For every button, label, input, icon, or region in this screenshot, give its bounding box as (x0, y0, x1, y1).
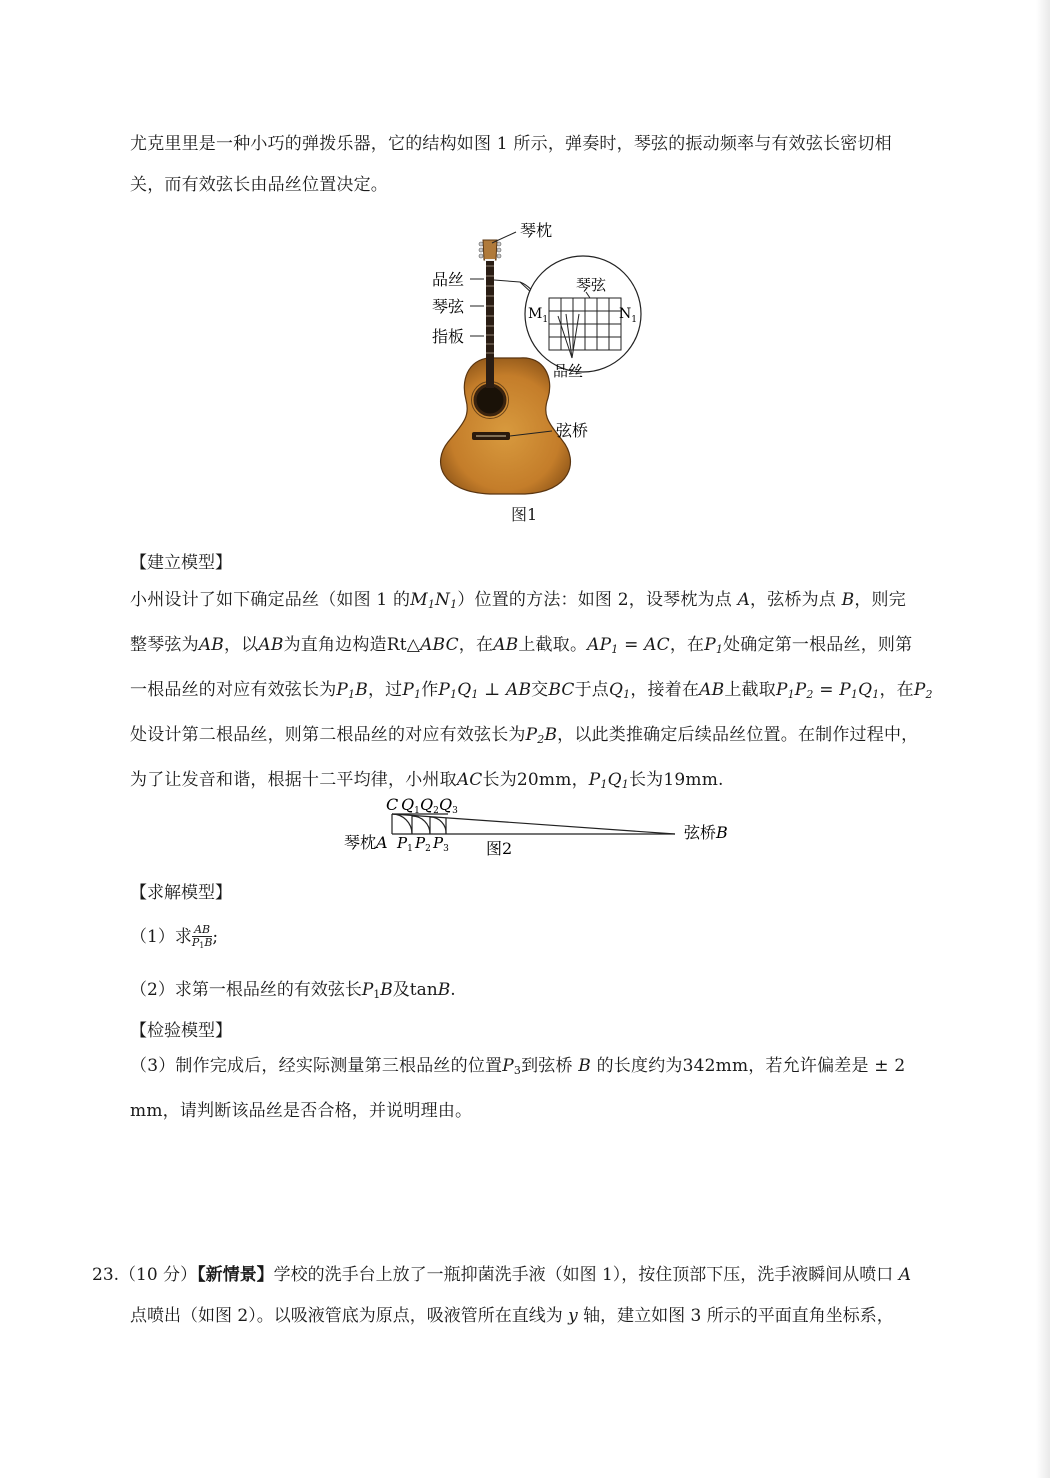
q3-line-1: （3）制作完成后，经实际测量第三根品丝的位置P3到弦桥 B 的长度约为342mm，若允许偏差是 ± 2 (130, 1056, 906, 1077)
fig2-label-q3: Q3 (439, 795, 458, 816)
headstock (483, 240, 497, 260)
label-inset-string: 琴弦 (576, 276, 607, 294)
q23-line-2: 点喷出（如图 2）。以吸液管底为原点，吸液管所在直线为 y 轴，建立如图 3 所示的平面直角坐标系， (130, 1306, 894, 1326)
intro-line-2: 关，而有效弦长由品丝位置决定。 (130, 175, 388, 195)
fig2-label-bridge: 弦桥B (684, 823, 728, 842)
label-bridge: 弦桥 (556, 421, 589, 440)
label-inset-n: $N_1$ (619, 306, 637, 325)
question-23 (92, 1255, 952, 1337)
fig2-label-q2: Q2 (420, 795, 439, 816)
sound-hole (475, 385, 505, 415)
q23-line-1: 23.（10 分）【新情景】学校的洗手台上放了一瓶抑菌洗手液（如图 1），按住顶部下压，洗手液瞬间从喷口 A (92, 1265, 911, 1285)
model-line-5: 为了让发音和谐，根据十二平均律，小州取AC长为20mm，$P_1Q_1$长为19mm. (130, 770, 724, 791)
figure-1-caption: 图1 (511, 505, 538, 524)
fig2-label-p2: $P_2$ (415, 834, 431, 854)
label-fingerboard: 指板 (432, 327, 465, 346)
fingerboard (486, 258, 494, 388)
heading-build-model: 【建立模型】 (130, 553, 232, 573)
model-line-3: 一根品丝的对应有效弦长为$P_1B$，过$P_1$作$P_1Q_1$ ⊥ AB交BC于点$Q_1$，接着在AB上截取$P_1P_2 = P_1Q_1$，在$P_2$ (130, 680, 933, 701)
model-paragraph (130, 580, 950, 805)
intro-line-1: 尤克里里是一种小巧的弹拨乐器，它的结构如图 1 所示，弹奏时，琴弦的振动频率与有效弦长密切相 (130, 134, 892, 154)
fig2-label-q1: Q1 (401, 795, 420, 816)
heading-check-model: 【检验模型】 (130, 1021, 232, 1041)
model-line-1: 小州设计了如下确定品丝（如图 1 的$M_1N_1$）位置的方法：如图 2，设琴枕为点 A，弦桥为点 B，则完 (130, 590, 906, 611)
intro-paragraph (130, 124, 950, 206)
label-inset-fret: 品丝 (553, 362, 584, 380)
model-line-2: 整琴弦为AB，以AB为直角边构造Rt△ABC，在AB上截取。$AP_1$ = AC，在$P_1$处确定第一根品丝，则第 (130, 635, 913, 656)
fig2-label-nut: 琴枕A (344, 833, 388, 852)
model-line-4: 处设计第二根品丝，则第二根品丝的对应有效弦长为$P_2B$，以此类推确定后续品丝位置。在制作过程中， (130, 725, 919, 746)
label-fret: 品丝 (432, 270, 465, 289)
q23-tag: 【新情景】 (197, 1265, 274, 1285)
guitar-body (441, 358, 571, 494)
question-3 (130, 1046, 950, 1132)
question-1: （1）求 $\frac{AB}{P1B}$ ; (130, 922, 219, 950)
figure-2-diagram (340, 790, 760, 862)
figure-1-guitar (420, 210, 660, 500)
fig2-label-p3: $P_3$ (433, 834, 449, 854)
label-inset-m: $M_1$ (528, 306, 549, 325)
fig2-label-c: C (386, 795, 399, 814)
fig2-label-p1: $P_1$ (397, 834, 413, 854)
question-2: （2）求第一根品丝的有效弦长P1B及tanB. (130, 980, 456, 1001)
label-string: 琴弦 (432, 297, 465, 316)
fig2-caption: 图2 (486, 839, 513, 858)
q3-line-2: mm，请判断该品丝是否合格，并说明理由。 (130, 1101, 473, 1121)
label-nut: 琴枕 (520, 221, 553, 240)
nut (485, 259, 495, 261)
q1-fraction: $\frac{AB}{P1B}$ (191, 922, 213, 950)
page-edge-shadow (1036, 0, 1050, 1478)
heading-solve-model: 【求解模型】 (130, 883, 232, 903)
